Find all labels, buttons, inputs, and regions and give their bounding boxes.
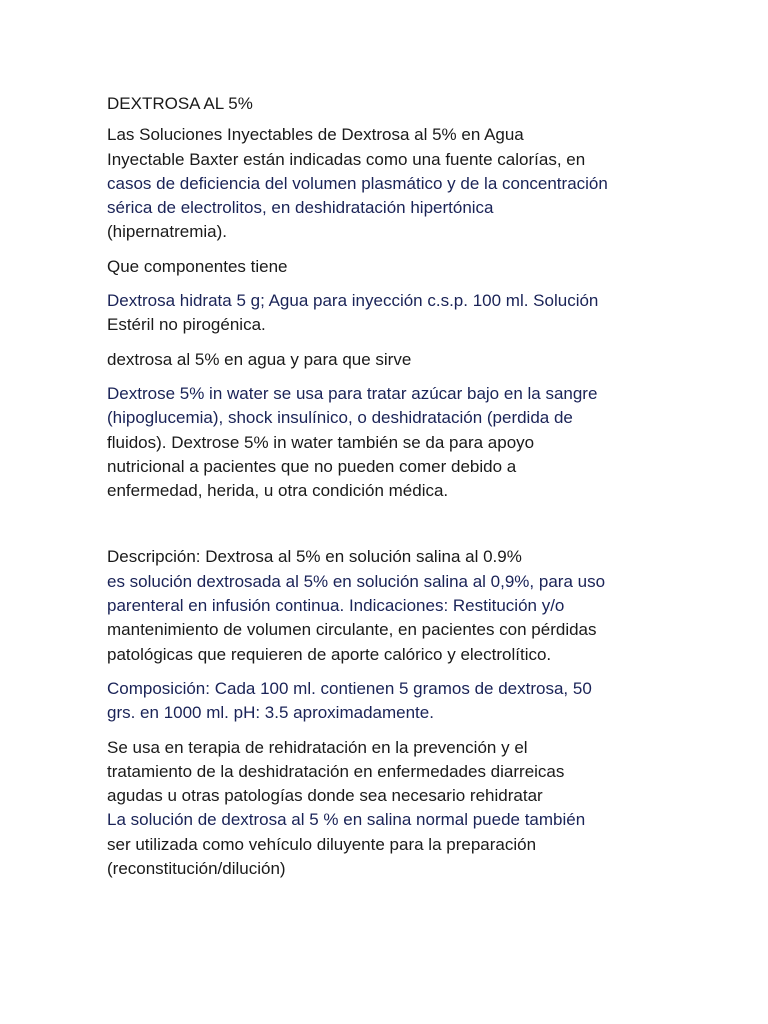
text-line: tratamiento de la deshidratación en enfermedades diarreicas xyxy=(107,761,565,781)
document-title: DEXTROSA AL 5% xyxy=(107,94,253,113)
text-line: fluidos). Dextrose 5% in water también se da para apoyo xyxy=(107,432,535,452)
text-line: Las Soluciones Inyectables de Dextrosa al 5% en Agua xyxy=(107,125,524,145)
question-uses: dextrosa al 5% en agua y para que sirve xyxy=(107,349,412,369)
text-line: (hipernatremia). xyxy=(107,222,227,242)
text-line: Dextrosa hidrata 5 g; Agua para inyección c.s.p. 100 ml. Solución xyxy=(107,291,599,311)
paragraph-uses xyxy=(107,382,667,503)
paragraph-rehydration xyxy=(107,736,667,882)
text-line: nutricional a pacientes que no pueden comer debido a xyxy=(107,456,517,476)
text-line: casos de deficiencia del volumen plasmático y de la concentración xyxy=(107,173,608,193)
paragraph-indications xyxy=(107,123,667,244)
text-line: (hipoglucemia), shock insulínico, o deshidratación (perdida de xyxy=(107,408,573,428)
text-line: Se usa en terapia de rehidratación en la prevención y el xyxy=(107,737,528,757)
text-line: Inyectable Baxter están indicadas como una fuente calorías, en xyxy=(107,149,586,169)
text-line: Composición: Cada 100 ml. contienen 5 gramos de dextrosa, 50 xyxy=(107,678,592,698)
text-line: Dextrose 5% in water se usa para tratar azúcar bajo en la sangre xyxy=(107,383,598,403)
paragraph-description xyxy=(107,545,667,666)
text-line: agudas u otras patologías donde sea necesario rehidratar xyxy=(107,786,543,806)
text-line: sérica de electrolitos, en deshidratación hipertónica xyxy=(107,198,494,218)
text-line: enfermedad, herida, u otra condición médica. xyxy=(107,481,449,501)
text-line: Descripción: Dextrosa al 5% en solución salina al 0.9% xyxy=(107,547,522,567)
text-line: Estéril no pirogénica. xyxy=(107,315,266,335)
paragraph-composition xyxy=(107,677,667,726)
document-page xyxy=(107,92,667,881)
text-line: es solución dextrosada al 5% en solución salina al 0,9%, para uso xyxy=(107,571,606,591)
text-line: grs. en 1000 ml. pH: 3.5 aproximadamente. xyxy=(107,703,434,723)
text-line: mantenimiento de volumen circulante, en pacientes con pérdidas xyxy=(107,620,597,640)
text-line: (reconstitución/dilución) xyxy=(107,859,286,879)
paragraph-components xyxy=(107,289,667,338)
text-line: La solución de dextrosa al 5 % en salina normal puede también xyxy=(107,810,586,830)
text-line: ser utilizada como vehículo diluyente para la preparación xyxy=(107,834,537,854)
question-components: Que componentes tiene xyxy=(107,256,288,276)
text-line: parenteral en infusión continua. Indicaciones: Restitución y/o xyxy=(107,596,565,616)
text-line: patológicas que requieren de aporte calórico y electrolítico. xyxy=(107,644,552,664)
